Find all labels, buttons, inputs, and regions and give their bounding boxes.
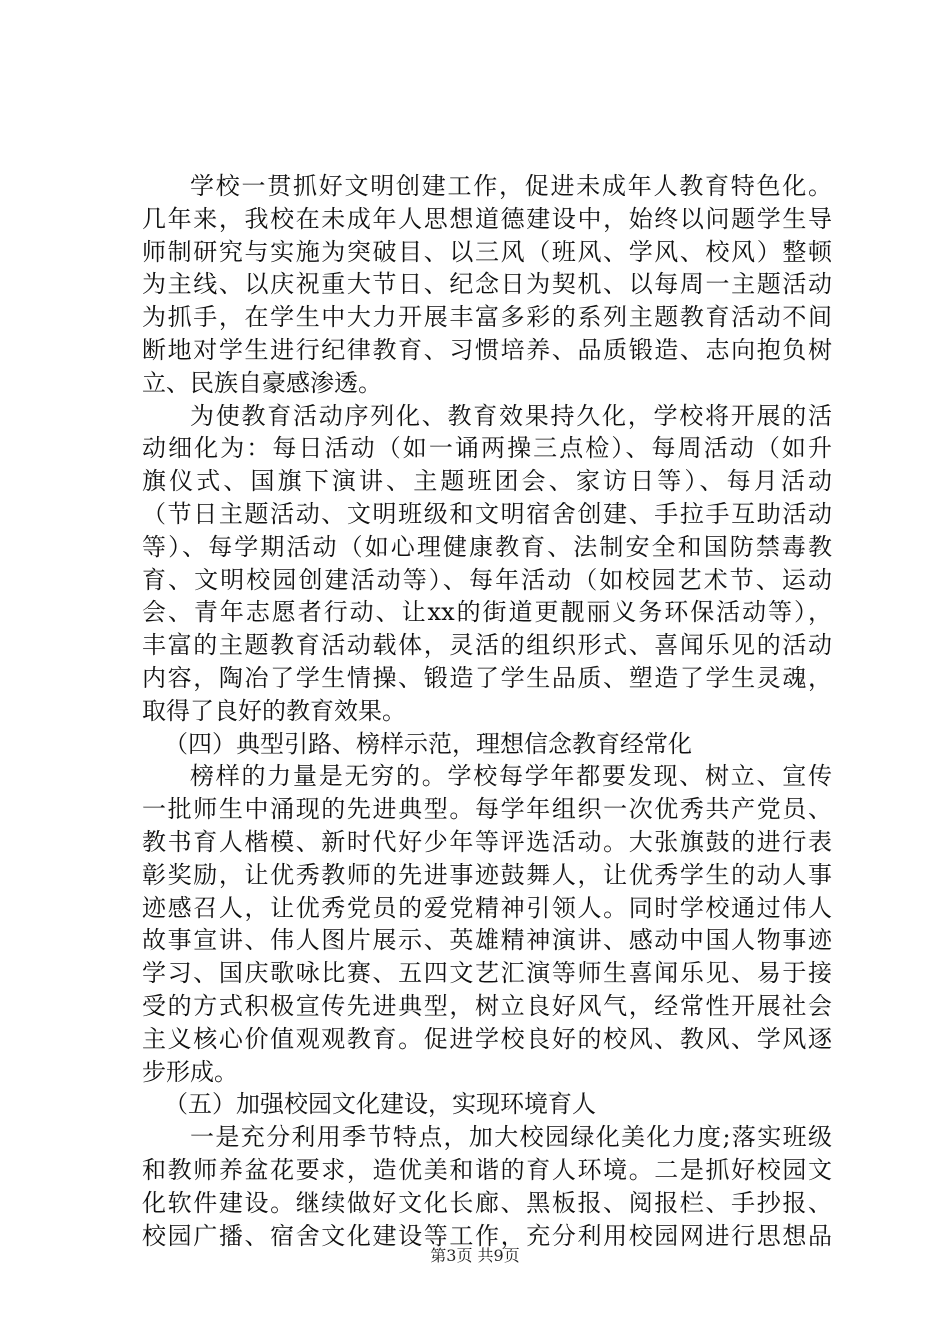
text-line: 立、民族自豪感渗透。: [142, 368, 382, 397]
text-line: 一是充分利用季节特点，加大校园绿化美化力度;落实班级: [190, 1123, 832, 1152]
text-line: 等）、每学期活动（如心理健康教育、法制安全和国防禁毒教: [142, 532, 832, 561]
text-line: 一批师生中涌现的先进典型。每学年组织一次优秀共产党员、: [142, 795, 832, 824]
text-line: 几年来，我校在未成年人思想道德建设中，始终以问题学生导: [142, 204, 832, 233]
text-line: 内容，陶冶了学生情操、锻造了学生品质、塑造了学生灵魂，: [142, 663, 832, 692]
text-line: 育、文明校园创建活动等）、每年活动（如校园艺术节、运动: [142, 565, 832, 594]
text-line: 和教师养盆花要求，造优美和谐的育人环境。二是抓好校园文: [142, 1155, 832, 1184]
text-line: 取得了良好的教育效果。: [142, 696, 406, 725]
text-line: 丰富的主题教育活动载体，灵活的组织形式、喜闻乐见的活动: [142, 631, 832, 660]
page-footer: 第3页 共9页: [430, 1246, 520, 1265]
text-line: 受的方式积极宣传先进典型，树立良好风气，经常性开展社会: [142, 991, 832, 1020]
text-line: 彰奖励，让优秀教师的先进事迹鼓舞人，让优秀学生的动人事: [142, 860, 832, 889]
text-line: 断地对学生进行纪律教育、习惯培养、品质锻造、志向抱负树: [142, 335, 832, 364]
text-line: 故事宣讲、伟人图片展示、英雄精神演讲、感动中国人物事迹: [142, 926, 832, 955]
text-line: 会、青年志愿者行动、让xx的街道更靓丽义务环保活动等），: [142, 598, 832, 627]
section-heading: （五）加强校园文化建设，实现环境育人: [164, 1090, 596, 1119]
text-line: 步形成。: [142, 1057, 238, 1086]
text-line: 为使教育活动序列化、教育效果持久化，学校将开展的活: [190, 401, 832, 430]
text-line: 师制研究与实施为突破目、以三风（班风、学风、校风）整顿: [142, 237, 832, 266]
text-line: （节日主题活动、文明班级和文明宿舍创建、手拉手互助活动: [142, 499, 832, 528]
text-line: 学校一贯抓好文明创建工作，促进未成年人教育特色化。: [190, 172, 832, 200]
text-line: 教书育人楷模、新时代好少年等评选活动。大张旗鼓的进行表: [142, 827, 832, 856]
text-line: 主义核心价值观观教育。促进学校良好的校风、教风、学风逐: [142, 1024, 832, 1053]
text-line: 榜样的力量是无穷的。学校每学年都要发现、树立、宣传: [190, 762, 832, 791]
text-line: 学习、国庆歌咏比赛、五四文艺汇演等师生喜闻乐见、易于接: [142, 959, 832, 988]
text-line: 为抓手，在学生中大力开展丰富多彩的系列主题教育活动不间: [142, 303, 832, 332]
text-line: 旗仪式、国旗下演讲、主题班团会、家访日等）、每月活动: [142, 467, 832, 496]
text-line: 校园广播、宿舍文化建设等工作，充分利用校园网进行思想品: [142, 1221, 832, 1250]
text-line: 为主线、以庆祝重大节日、纪念日为契机、以每周一主题活动: [142, 270, 832, 299]
section-heading: （四）典型引路、榜样示范，理想信念教育经常化: [164, 729, 692, 758]
text-line: 迹感召人，让优秀党员的爱党精神引领人。同时学校通过伟人: [142, 893, 832, 922]
text-line: 化软件建设。继续做好文化长廊、黑板报、阅报栏、手抄报、: [142, 1188, 832, 1217]
text-line: 动细化为：每日活动（如一诵两操三点检）、每周活动（如升: [142, 434, 832, 463]
document-body: [142, 170, 832, 1252]
